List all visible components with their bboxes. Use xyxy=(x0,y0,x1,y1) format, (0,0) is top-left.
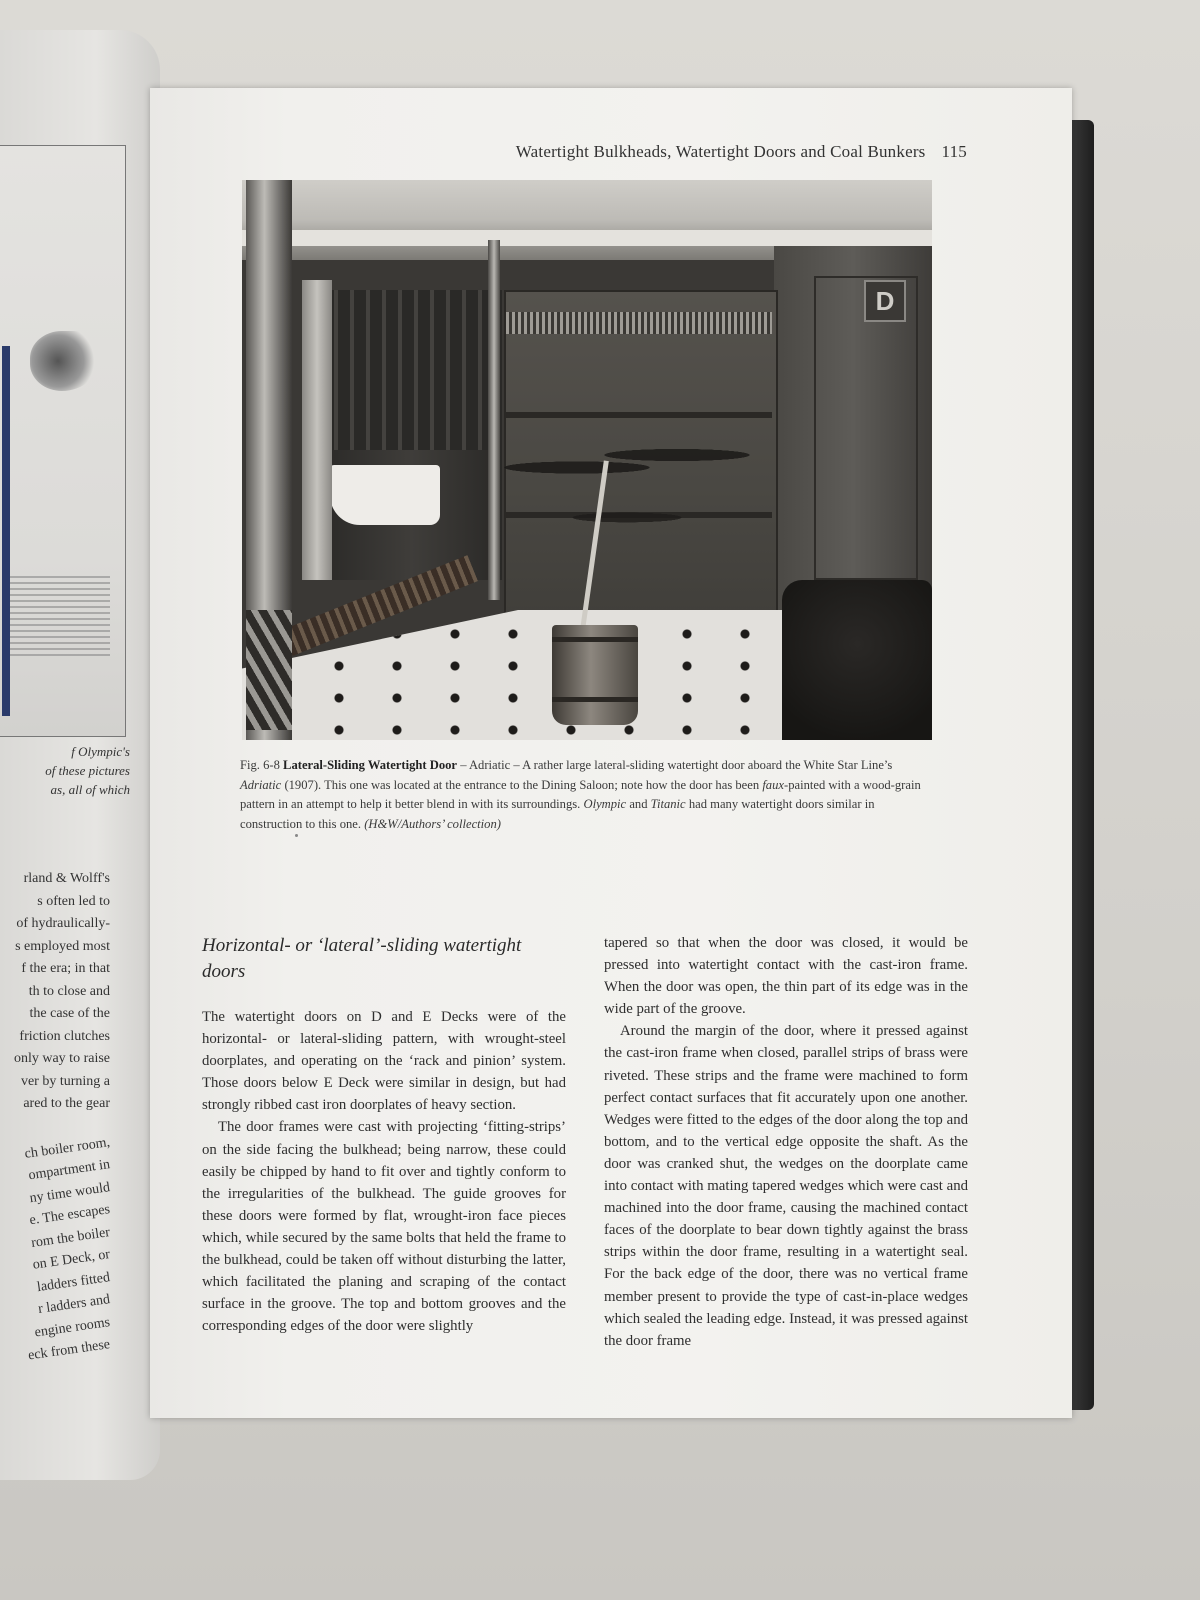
caption-ship-name: Titanic xyxy=(650,797,686,811)
running-head xyxy=(516,142,967,162)
article-column-left xyxy=(202,933,566,1337)
left-text-line: the case of the xyxy=(29,1006,110,1021)
photo-column xyxy=(246,180,292,740)
figure-photo xyxy=(242,180,932,740)
left-text-line: on E Deck, or xyxy=(31,1247,111,1273)
left-text-line: r ladders and xyxy=(37,1292,111,1317)
left-text-line: ver by turning a xyxy=(20,1073,110,1089)
left-text-line: friction clutches xyxy=(19,1028,110,1044)
left-page-illustration xyxy=(0,145,126,737)
paragraph: The door frames were cast with projecting ‘fitting-strips’ on the side facing the bulkhead; being narrow, these could easily be chipped by hand to fit over and tightly conform to the irregularities of the bulkhead. The guide grooves for these doors were formed by flat, wrought-iron face pieces which, while secured by the same bolts that held the frame to the bulkhead, could be taken off without disturbing the latter, which facilitated the planing and scraping of the contact surface in the groove. The top and bottom grooves and the corresponding edges of the door were slightly xyxy=(202,1119,566,1335)
left-text-line: th to close and xyxy=(28,983,110,999)
caption-text: and xyxy=(629,797,648,811)
left-page-caption xyxy=(0,742,130,799)
left-text-line: e. The escapes xyxy=(28,1202,111,1229)
caption-text: painted with a wood-grain pattern in an attempt to help it better blend in with its surroundings. xyxy=(240,777,921,811)
photo-paneling xyxy=(322,290,502,450)
left-caption-line: as, all of which xyxy=(50,782,130,797)
left-text-line: rland & Wolff's xyxy=(23,871,110,886)
left-text-line: only way to raise xyxy=(13,1051,110,1066)
dust-speck xyxy=(295,834,298,837)
caption-faux: faux- xyxy=(762,777,789,792)
page-number: 115 xyxy=(941,142,967,161)
figure-caption xyxy=(240,756,930,834)
illustration-hatching xyxy=(10,576,110,656)
photo-door-rack xyxy=(506,312,772,334)
left-text-line: ny time would xyxy=(28,1179,111,1206)
photo-plant-pot xyxy=(552,625,638,725)
left-facing-page xyxy=(0,30,160,1480)
photo-door-frame xyxy=(302,280,332,580)
illustration-shape xyxy=(30,331,100,391)
left-page-text xyxy=(0,868,111,1364)
left-text-line: eck from these xyxy=(27,1337,111,1364)
caption-ship-name: Adriatic xyxy=(240,777,282,792)
left-text-line: ared to the gear xyxy=(23,1096,110,1111)
book-edge xyxy=(1070,120,1094,1410)
photo-column-twist xyxy=(246,610,292,730)
left-caption-line: f Olympic's xyxy=(71,744,130,759)
illustration-bar xyxy=(2,346,10,716)
left-text-line: ladders fitted xyxy=(36,1269,111,1295)
paragraph: tapered so that when the door was closed, it would be pressed into watertight contact with the cast-iron frame. When the door was open, the thin part of its edge was in the wide part of the groove. xyxy=(604,935,968,1018)
photo-chair xyxy=(782,580,932,740)
caption-text: (1907). This one was located at the entrance to the Dining Saloon; note how the door has been xyxy=(284,777,760,792)
photo-pot-ring xyxy=(552,637,638,642)
left-text-line: ch boiler room, xyxy=(23,1134,111,1162)
left-text-line: s often led to xyxy=(37,893,110,909)
paragraph: Around the margin of the door, where it pressed against the cast-iron frame when closed, parallel strips of brass were riveted. These strips and the frame were machined to form perfect contact surfaces that fit accurately upon one another. Wedges were fitted to the edges of the door along the top and bottom, and to the vertical edge opposite the shaft. As the door was cranked shut, the wedges on the doorplate came into contact with mating tapered wedges which were cast and machined into the door frame, causing the machined contact faces of the doorplate to bear down tightly against the brass strips within the door frame, resulting in a watertight seal. For the back edge of the door, there was no vertical frame member present to provide the type of cast-in-place wedges which sealed the leading edge. Instead, it was pressed against the door frame xyxy=(604,1023,968,1349)
photo-dining-room xyxy=(322,290,502,580)
left-text-line: of hydraulically- xyxy=(16,916,110,931)
left-caption-line: of these pictures xyxy=(45,763,130,778)
section-heading: Horizontal- or ‘lateral’-sliding watertight doors xyxy=(202,935,522,982)
book-page xyxy=(150,88,1072,1418)
left-text-line: ompartment in xyxy=(27,1157,111,1184)
left-text-line: rom the boiler xyxy=(30,1224,111,1251)
running-head-title: Watertight Bulkheads, Watertight Doors and Coal Bunkers xyxy=(515,142,926,161)
photo-pole xyxy=(488,240,500,600)
article-column-right xyxy=(604,932,968,1352)
left-text-line: engine rooms xyxy=(33,1314,111,1340)
caption-ship-name: Olympic xyxy=(583,797,627,811)
caption-credit: (H&W/Authors’ collection) xyxy=(364,816,501,831)
fig-title: Lateral-Sliding Watertight Door xyxy=(283,758,458,772)
left-text-line: f the era; in that xyxy=(21,961,110,976)
fig-label: Fig. 6-8 xyxy=(240,758,280,772)
photo-palm-leaves xyxy=(502,380,752,630)
photo-beam xyxy=(242,230,932,246)
photo-table xyxy=(330,465,440,525)
deck-sign: D xyxy=(864,280,906,322)
caption-text: had many watertight doors similar in construction to this one. xyxy=(240,797,875,831)
photo-pot-ring xyxy=(552,697,638,702)
paragraph: The watertight doors on D and E Decks were of the horizontal- or lateral-sliding pattern, with wrought-steel doorplates, and operating on the ‘rack and pinion’ system. Those doors below E Deck were similar in design, but had strongly ribbed cast iron doorplates of heavy section. xyxy=(202,1009,566,1114)
left-text-line: s employed most xyxy=(15,938,110,954)
caption-text: – Adriatic – A rather large lateral-sliding watertight door aboard the White Star Line’s xyxy=(460,758,893,772)
